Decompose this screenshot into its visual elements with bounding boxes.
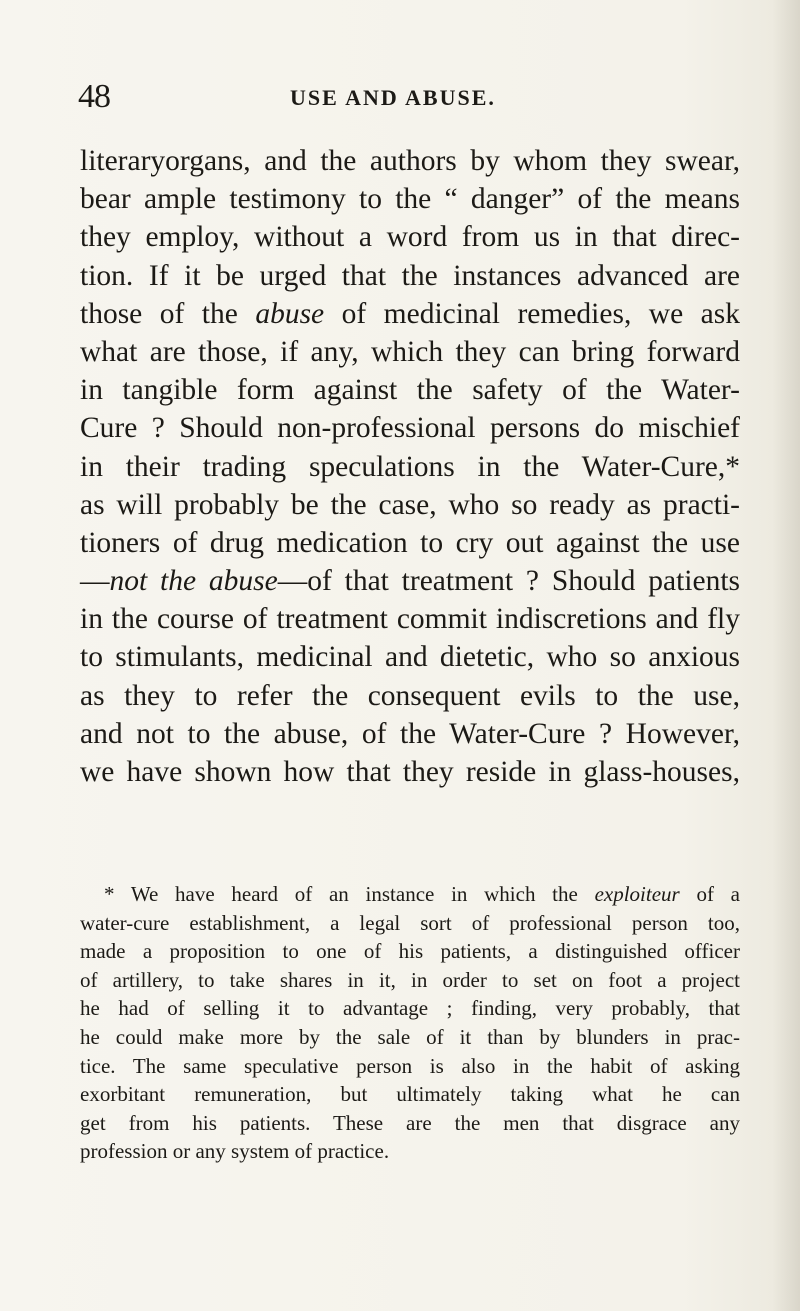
italic-abuse: abuse <box>255 297 325 330</box>
text-line <box>80 295 740 333</box>
footnote-line: made a proposition to one of his patients, a distinguished officer <box>80 939 740 964</box>
text-line: they employ, without a word from us in that direc- <box>80 221 740 254</box>
text-line: as they to refer the consequent evils to the use, <box>80 679 740 712</box>
running-title: USE AND ABUSE. <box>290 85 496 110</box>
text-segment: of a <box>679 882 740 906</box>
text-segment: —of that treatment ? Should patients <box>277 565 740 598</box>
text-line: tioners of drug medication to cry out against the use <box>80 526 740 559</box>
text-segment: of medicinal remedies, we ask <box>324 297 741 330</box>
footnote-line: water-cure establishment, a legal sort of professional person too, <box>80 910 740 935</box>
text-line: we have shown how that they reside in glass-houses, <box>80 756 740 788</box>
main-text <box>80 142 740 791</box>
footnote-line: profession or any system of practice. <box>80 1139 390 1164</box>
text-line: literaryorgans, and the authors by whom they swear, <box>80 145 740 177</box>
footnote <box>80 880 740 1166</box>
running-head <box>78 72 738 122</box>
text-line: to stimulants, medicinal and dietetic, who so anxious <box>80 641 740 674</box>
text-line: in their trading speculations in the Water-Cure,* <box>80 450 740 483</box>
footnote-line: he could make more by the sale of it than by blunders in prac- <box>80 1024 740 1049</box>
text-segment: those of the <box>80 297 256 330</box>
em-dash: — <box>80 565 110 598</box>
page-number: 48 <box>78 78 110 115</box>
text-line: and not to the abuse, of the Water-Cure ? However, <box>80 717 740 750</box>
text-segment: * We have heard of an instance in which the <box>104 882 595 906</box>
italic-not-the-abuse: not the abuse <box>109 565 278 598</box>
text-line: Cure ? Should non-professional persons do mischief <box>80 412 740 445</box>
text-line: as will probably be the case, who so ready as practi- <box>80 488 740 521</box>
page-edge-shadow <box>772 0 800 1311</box>
footnote-line: exorbitant remuneration, but ultimately taking what he can <box>80 1082 740 1107</box>
text-line: in the course of treatment commit indiscretions and fly <box>80 603 740 636</box>
text-line: in tangible form against the safety of the Water- <box>80 374 740 407</box>
footnote-line: of artillery, to take shares in it, in order to set on foot a project <box>80 967 740 992</box>
footnote-line <box>80 880 740 909</box>
text-line <box>80 562 740 600</box>
text-line: what are those, if any, which they can bring forward <box>80 335 740 368</box>
text-line: bear ample testimony to the “ danger” of the means <box>80 183 740 216</box>
text-line: tion. If it be urged that the instances advanced are <box>80 259 740 292</box>
footnote-line: tice. The same speculative person is also in the habit of asking <box>80 1053 740 1078</box>
footnote-line: get from his patients. These are the men that disgrace any <box>80 1110 740 1135</box>
italic-exploiteur: exploiteur <box>594 882 680 906</box>
footnote-line: he had of selling it to advantage ; finding, very probably, that <box>80 996 740 1021</box>
